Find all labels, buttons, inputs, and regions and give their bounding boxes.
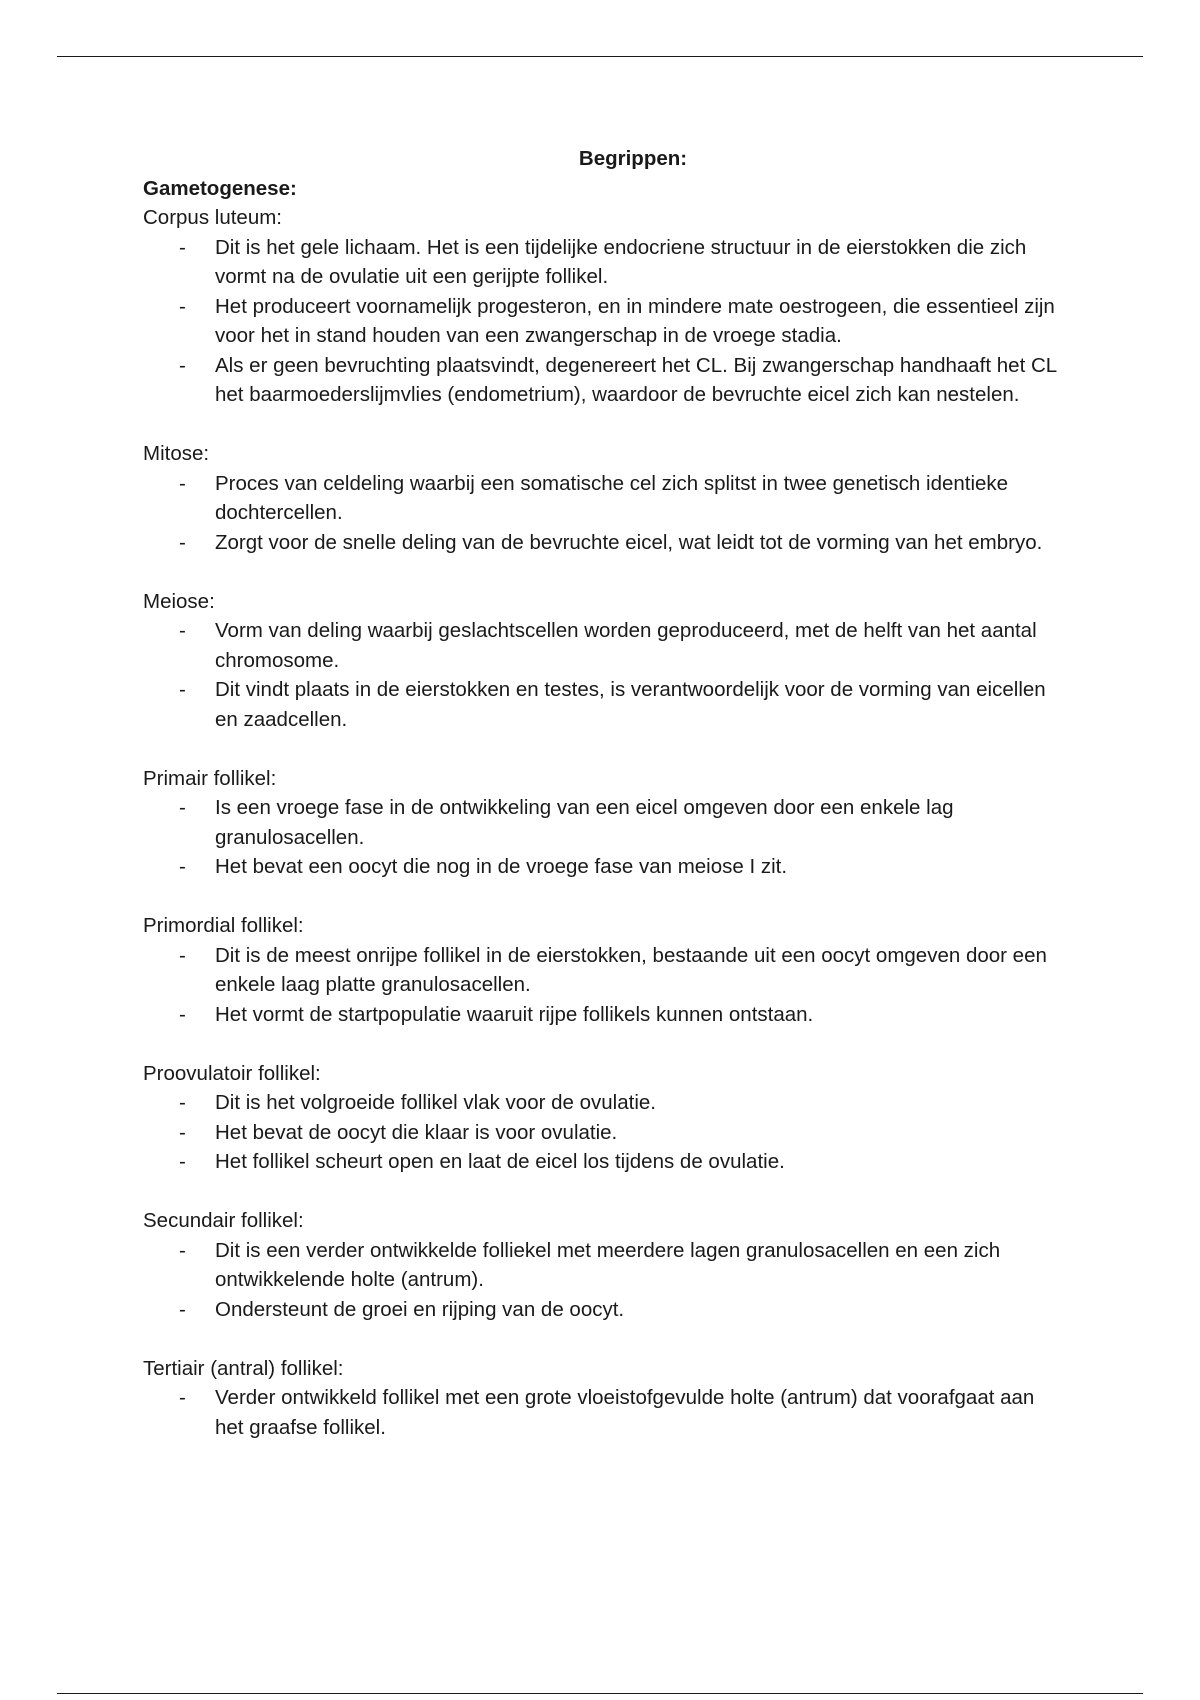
term-block <box>143 1059 1063 1177</box>
bullet-dash-icon: - <box>179 530 186 554</box>
list-item <box>143 1147 1063 1177</box>
list-item <box>143 1000 1063 1030</box>
list-item <box>143 1295 1063 1325</box>
bullet-text: Dit is de meest onrijpe follikel in de eierstokken, bestaande uit een oocyt omgeven door een enkele laag platte granulosacellen. <box>215 943 1047 996</box>
bullet-dash-icon: - <box>179 943 186 967</box>
term-block <box>143 911 1063 1029</box>
bullet-text: Ondersteunt de groei en rijping van de oocyt. <box>215 1297 625 1321</box>
bullet-dash-icon: - <box>179 235 186 259</box>
bullet-text: Dit vindt plaats in de eierstokken en testes, is verantwoordelijk voor de vorming van eicellen en zaadcellen. <box>215 678 1046 731</box>
list-item <box>143 616 1063 675</box>
term-name: Meiose: <box>143 589 215 613</box>
bullet-text: Proces van celdeling waarbij een somatische cel zich splitst in twee genetisch identieke dochtercellen. <box>215 471 1009 524</box>
list-item <box>143 469 1063 528</box>
bullet-dash-icon: - <box>179 1238 186 1262</box>
bullet-dash-icon: - <box>179 1297 186 1321</box>
bullet-list <box>143 941 1063 1030</box>
bullet-dash-icon: - <box>179 1386 186 1409</box>
document-body <box>143 144 1063 1442</box>
bullet-text: Het follikel scheurt open en laat de eicel los tijdens de ovulatie. <box>215 1150 785 1173</box>
term-name: Corpus luteum: <box>143 206 283 229</box>
term-name: Tertiair (antral) follikel: <box>143 1356 344 1380</box>
term-block <box>143 587 1063 735</box>
list-item <box>143 1236 1063 1295</box>
bullet-dash-icon: - <box>179 855 186 878</box>
list-item <box>143 941 1063 1000</box>
bullet-text: Het bevat een oocyt die nog in de vroege fase van meiose I zit. <box>215 855 788 878</box>
term-block <box>143 764 1063 882</box>
bullet-text: Zorgt voor de snelle deling van de bevruchte eicel, wat leidt tot de vorming van het embryo. <box>215 530 1043 554</box>
list-item <box>143 292 1063 351</box>
bullet-dash-icon: - <box>179 678 186 701</box>
footer-rule <box>57 1693 1143 1694</box>
section-heading: Gametogenese: <box>143 176 297 200</box>
bullet-list <box>143 469 1063 558</box>
list-item <box>143 1383 1063 1442</box>
term-list <box>143 203 1063 1442</box>
bullet-text: Het bevat de oocyt die klaar is voor ovulatie. <box>215 1120 618 1144</box>
term-block <box>143 439 1063 557</box>
term-name: Proovulatoir follikel: <box>143 1061 321 1085</box>
list-item <box>143 793 1063 852</box>
bullet-dash-icon: - <box>179 1120 186 1144</box>
bullet-list <box>143 1236 1063 1325</box>
header-rule <box>57 56 1143 57</box>
bullet-dash-icon: - <box>179 471 186 495</box>
bullet-dash-icon: - <box>179 796 186 819</box>
term-block <box>143 1206 1063 1324</box>
bullet-list <box>143 233 1063 410</box>
bullet-dash-icon: - <box>179 619 186 642</box>
term-block <box>143 1354 1063 1443</box>
bullet-list <box>143 1088 1063 1177</box>
bullet-text: Is een vroege fase in de ontwikkeling van een eicel omgeven door een enkele lag granulosacellen. <box>215 796 954 849</box>
term-name: Mitose: <box>143 442 210 465</box>
list-item <box>143 852 1063 882</box>
term-name: Secundair follikel: <box>143 1209 304 1232</box>
bullet-dash-icon: - <box>179 1002 186 1026</box>
list-item <box>143 233 1063 292</box>
term-name: Primordial follikel: <box>143 914 304 937</box>
bullet-text: Verder ontwikkeld follikel met een grote vloeistofgevulde holte (antrum) dat voorafgaat aan het graafse follikel. <box>215 1386 1035 1439</box>
bullet-text: Als er geen bevruchting plaatsvindt, degenereert het CL. Bij zwangerschap handhaaft het CL het baarmoederslijmvlies (endometrium), waardoor de bevruchte eicel zich kan nestelen. <box>215 353 1057 406</box>
list-item <box>143 351 1063 410</box>
bullet-dash-icon: - <box>179 353 186 377</box>
bullet-text: Het vormt de startpopulatie waaruit rijpe follikels kunnen ontstaan. <box>215 1002 814 1026</box>
list-item <box>143 675 1063 734</box>
bullet-list <box>143 616 1063 734</box>
bullet-text: Dit is het volgroeide follikel vlak voor de ovulatie. <box>215 1091 656 1114</box>
bullet-text: Dit is het gele lichaam. Het is een tijdelijke endocriene structuur in de eierstokken die zich vormt na de ovulatie uit een gerijpte follikel. <box>215 235 1027 288</box>
bullet-dash-icon: - <box>179 1150 186 1173</box>
bullet-text: Vorm van deling waarbij geslachtscellen worden geproduceerd, met de helft van het aantal chromosome. <box>215 619 1037 672</box>
list-item <box>143 528 1063 558</box>
document-title: Begrippen: <box>578 147 688 170</box>
term-name: Primair follikel: <box>143 766 277 790</box>
list-item <box>143 1118 1063 1148</box>
bullet-text: Het produceert voornamelijk progesteron, en in mindere mate oestrogeen, die essentieel zijn voor het in stand houden van een zwangerschap in de vroege stadia. <box>215 294 1055 347</box>
term-block <box>143 203 1063 410</box>
bullet-list <box>143 1383 1063 1442</box>
bullet-list <box>143 793 1063 882</box>
bullet-dash-icon: - <box>179 294 186 318</box>
list-item <box>143 1088 1063 1118</box>
bullet-text: Dit is een verder ontwikkelde folliekel met meerdere lagen granulosacellen en een zich ontwikkelende holte (antrum). <box>215 1238 1001 1291</box>
bullet-dash-icon: - <box>179 1091 186 1114</box>
